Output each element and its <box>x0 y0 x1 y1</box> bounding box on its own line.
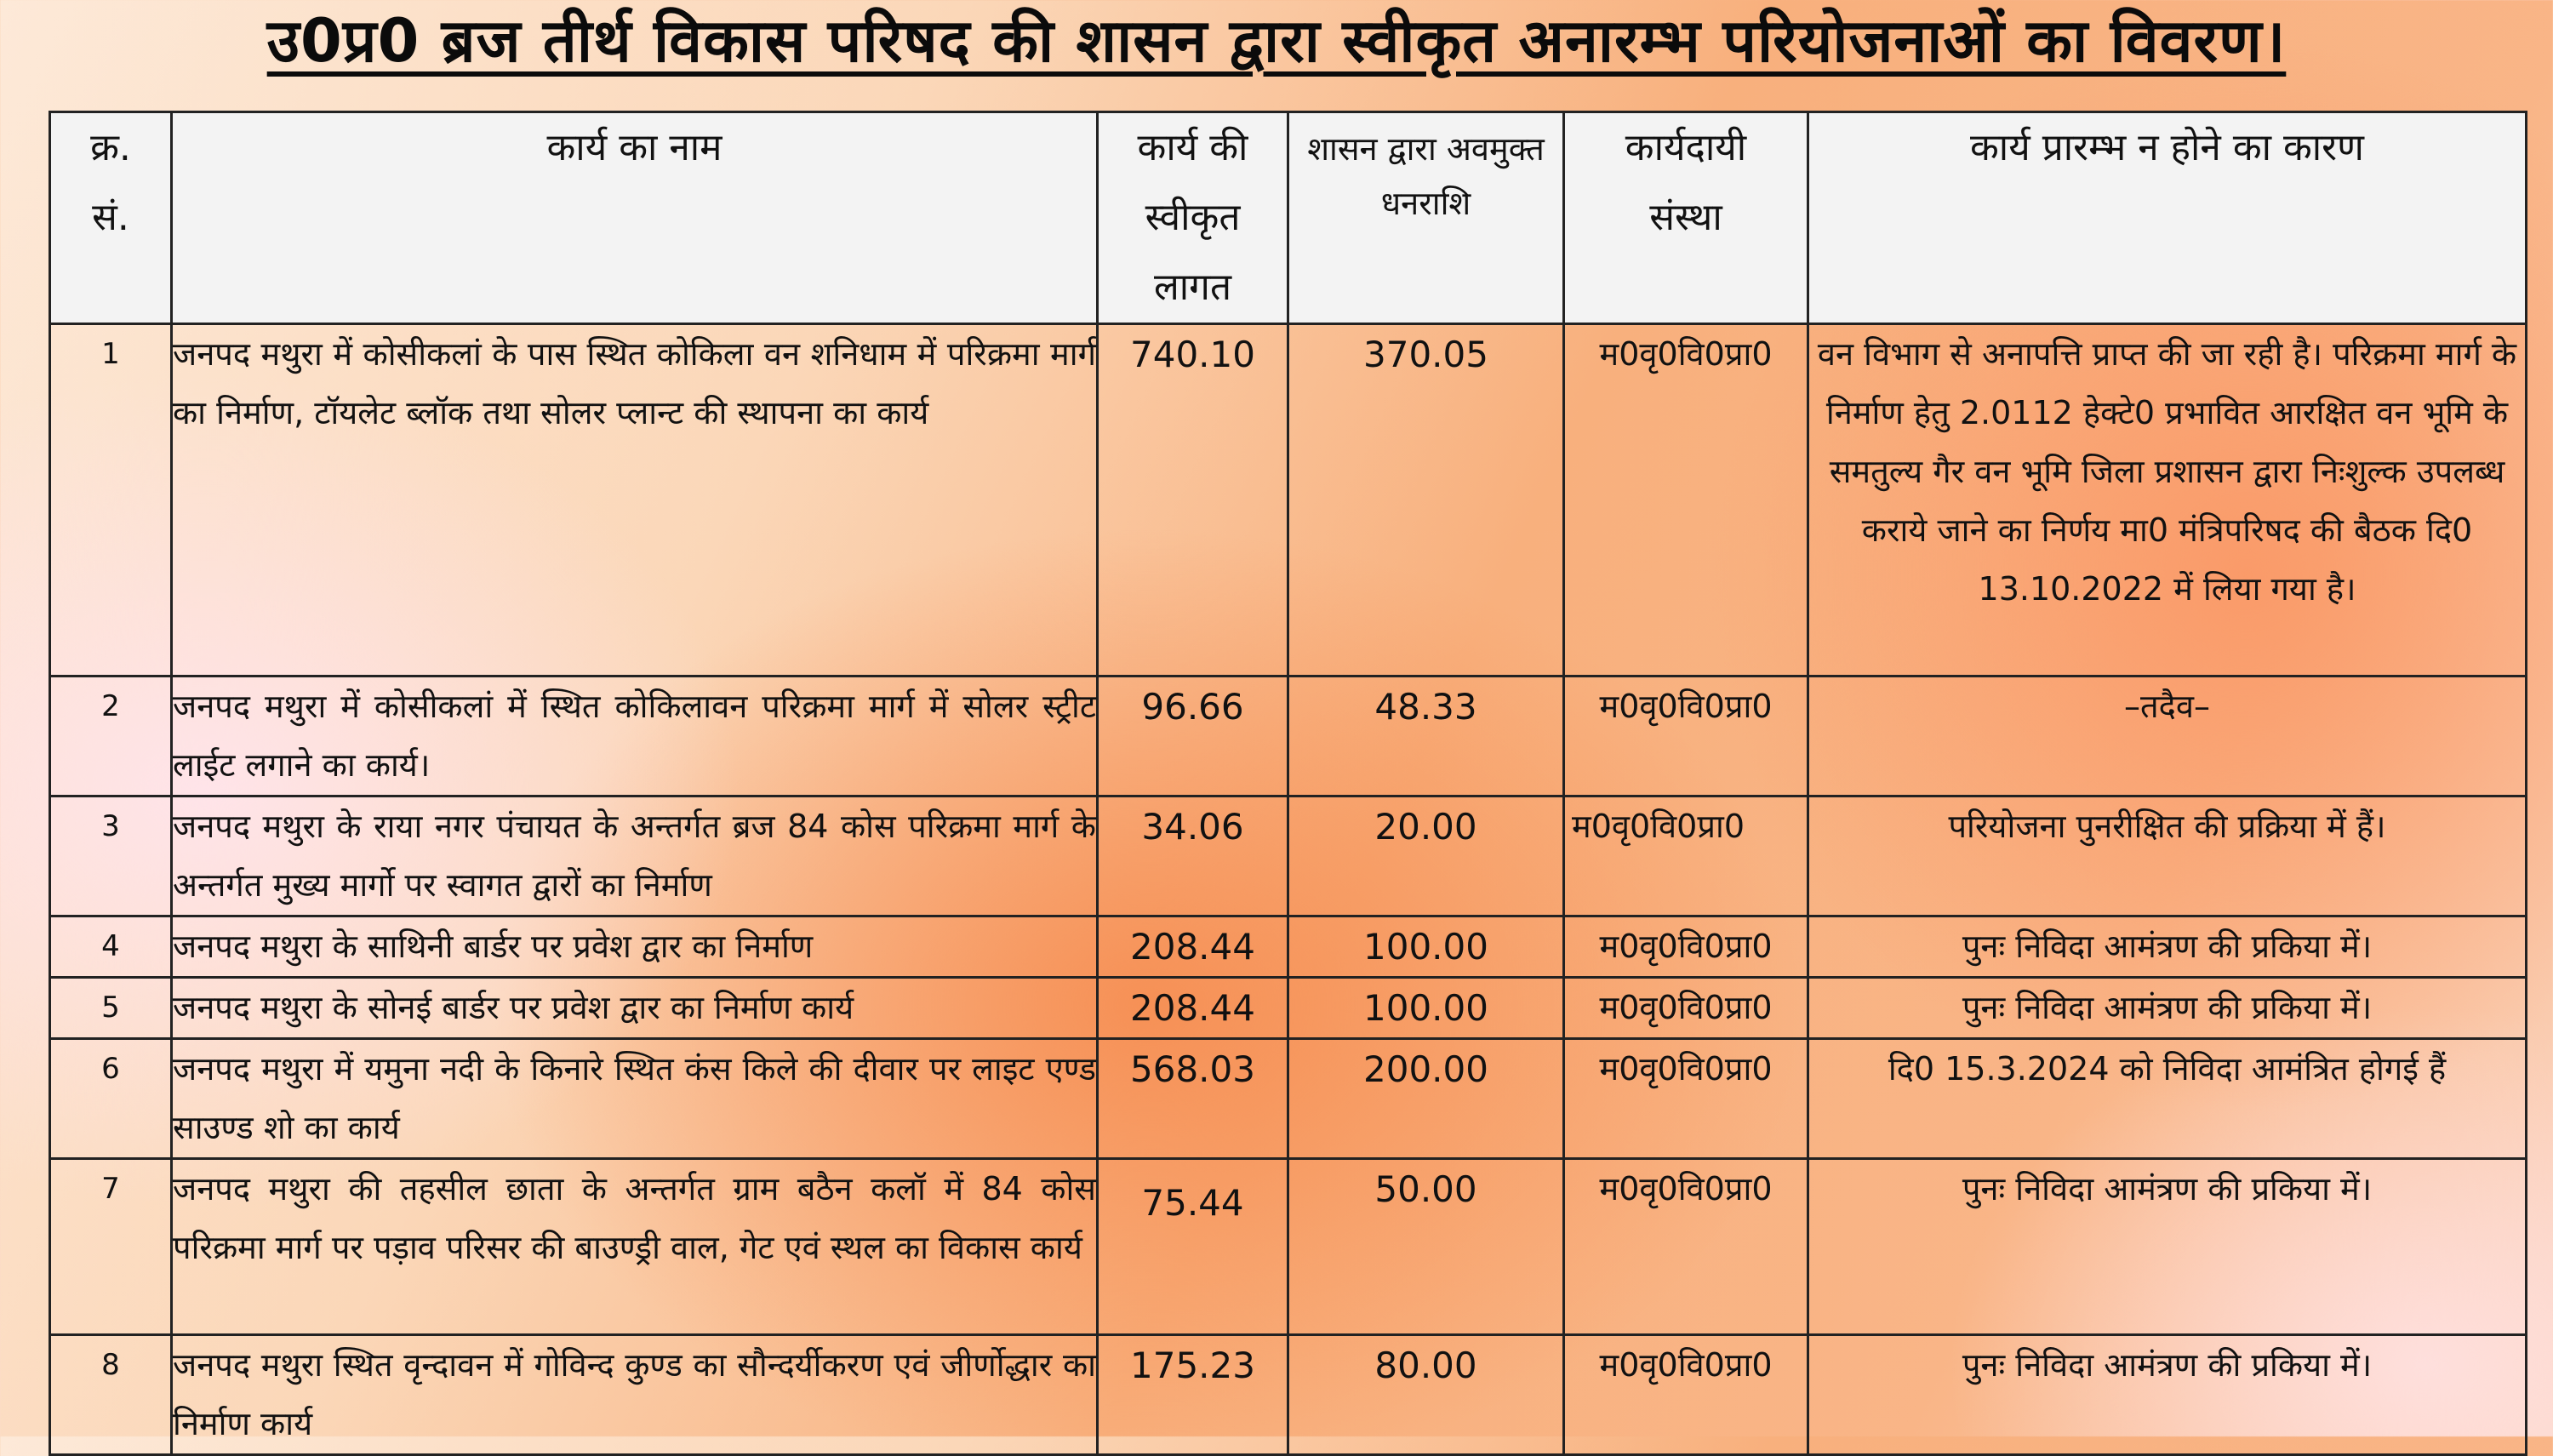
row-sno: 8 <box>50 1335 172 1455</box>
row-work-name: जनपद मथुरा में यमुना नदी के किनारे स्थित कंस किले की दीवार पर लाइट एण्ड साउण्ड शो का कार्य <box>172 1039 1098 1159</box>
col-header-agency: कार्यदायी संस्था <box>1564 112 1808 324</box>
row-released: 200.00 <box>1288 1039 1564 1159</box>
row-reason: पुनः निविदा आमंत्रण की प्रकिया में। <box>1808 1159 2527 1335</box>
page-title: उ0प्र0 ब्रज तीर्थ विकास परिषद की शासन द्वारा स्वीकृत अनारम्भ परियोजनाओं का विवरण। <box>266 6 2287 76</box>
row-sno: 1 <box>50 324 172 677</box>
row-released: 100.00 <box>1288 978 1564 1039</box>
row-work-name: जनपद मथुरा में कोसीकलां के पास स्थित कोकिला वन शनिधाम में परिक्रमा मार्ग का निर्माण, टॉयलेट ब्लॉक तथा सोलर प्लान्ट की स्थापना का कार्य <box>172 324 1098 677</box>
row-reason: पुनः निविदा आमंत्रण की प्रकिया में। <box>1808 978 2527 1039</box>
row-work-name: जनपद मथुरा में कोसीकलां में स्थित कोकिलावन परिक्रमा मार्ग में सोलर स्ट्रीट लाईट लगाने का कार्य। <box>172 677 1098 797</box>
row-reason: पुनः निविदा आमंत्रण की प्रकिया में। <box>1808 916 2527 978</box>
table-row <box>50 324 2527 677</box>
row-reason: पुनः निविदा आमंत्रण की प्रकिया में। <box>1808 1335 2527 1455</box>
row-agency: म0वृ0वि0प्रा0 <box>1564 797 1808 916</box>
table-row <box>50 1159 2527 1335</box>
row-reason: वन विभाग से अनापत्ति प्राप्त की जा रही है। परिक्रमा मार्ग के निर्माण हेतु 2.0112 हेक्टे0 प्रभावित आरक्षित वन भूमि के समतुल्य गैर वन भूमि जिला प्रशासन द्वारा निःशुल्क उपलब्ध कराये जाने का निर्णय मा0 मंत्रिपरिषद की बैठक दि0 13.10.2022 में लिया गया है। <box>1808 324 2527 677</box>
row-reason: परियोजना पुनरीक्षित की प्रक्रिया में हैं। <box>1808 797 2527 916</box>
row-work-name: जनपद मथुरा के राया नगर पंचायत के अन्तर्गत ब्रज 84 कोस परिक्रमा मार्ग के अन्तर्गत मुख्य मार्गो पर स्वागत द्वारों का निर्माण <box>172 797 1098 916</box>
row-work-name: जनपद मथुरा के साथिनी बार्डर पर प्रवेश द्वार का निर्माण <box>172 916 1098 978</box>
row-reason: दि0 15.3.2024 को निविदा आमंत्रित होगई हैं <box>1808 1039 2527 1159</box>
row-released: 80.00 <box>1288 1335 1564 1455</box>
row-sno: 3 <box>50 797 172 916</box>
projects-table <box>49 111 2527 1456</box>
row-released: 48.33 <box>1288 677 1564 797</box>
col-header-reason: कार्य प्रारम्भ न होने का कारण <box>1808 112 2527 324</box>
row-work-name: जनपद मथुरा स्थित वृन्दावन में गोविन्द कुण्ड का सौन्दर्यीकरण एवं जीर्णोद्धार का निर्माण कार्य <box>172 1335 1098 1455</box>
row-work-name: जनपद मथुरा की तहसील छाता के अन्तर्गत ग्राम बठैन कलॉ में 84 कोस परिक्रमा मार्ग पर पड़ाव परिसर की बाउण्ड्री वाल, गेट एवं स्थल का विकास कार्य <box>172 1159 1098 1335</box>
row-agency: म0वृ0वि0प्रा0 <box>1564 677 1808 797</box>
row-sno: 7 <box>50 1159 172 1335</box>
row-reason: –तदैव– <box>1808 677 2527 797</box>
row-cost: 34.06 <box>1098 797 1288 916</box>
row-cost: 75.44 <box>1098 1159 1288 1335</box>
col-header-cost: कार्य की स्वीकृत लागत <box>1098 112 1288 324</box>
row-agency: म0वृ0वि0प्रा0 <box>1564 978 1808 1039</box>
row-cost: 208.44 <box>1098 978 1288 1039</box>
row-sno: 2 <box>50 677 172 797</box>
row-cost: 96.66 <box>1098 677 1288 797</box>
row-agency: म0वृ0वि0प्रा0 <box>1564 1159 1808 1335</box>
table-row <box>50 978 2527 1039</box>
row-released: 100.00 <box>1288 916 1564 978</box>
table-row <box>50 916 2527 978</box>
row-work-name: जनपद मथुरा के सोनई बार्डर पर प्रवेश द्वार का निर्माण कार्य <box>172 978 1098 1039</box>
row-sno: 5 <box>50 978 172 1039</box>
row-agency: म0वृ0वि0प्रा0 <box>1564 1039 1808 1159</box>
row-cost: 740.10 <box>1098 324 1288 677</box>
table-row <box>50 1335 2527 1455</box>
row-cost: 568.03 <box>1098 1039 1288 1159</box>
row-agency: म0वृ0वि0प्रा0 <box>1564 324 1808 677</box>
row-agency: म0वृ0वि0प्रा0 <box>1564 916 1808 978</box>
col-header-sno: क्र. सं. <box>50 112 172 324</box>
row-sno: 4 <box>50 916 172 978</box>
col-header-released: शासन द्वारा अवमुक्त धनराशि <box>1288 112 1564 324</box>
row-agency: म0वृ0वि0प्रा0 <box>1564 1335 1808 1455</box>
row-released: 50.00 <box>1288 1159 1564 1335</box>
col-header-name: कार्य का नाम <box>172 112 1098 324</box>
table-row <box>50 1039 2527 1159</box>
row-released: 370.05 <box>1288 324 1564 677</box>
row-released: 20.00 <box>1288 797 1564 916</box>
row-sno: 6 <box>50 1039 172 1159</box>
row-cost: 208.44 <box>1098 916 1288 978</box>
table-row <box>50 677 2527 797</box>
table-row <box>50 797 2527 916</box>
table-header-row <box>50 112 2527 324</box>
row-cost: 175.23 <box>1098 1335 1288 1455</box>
